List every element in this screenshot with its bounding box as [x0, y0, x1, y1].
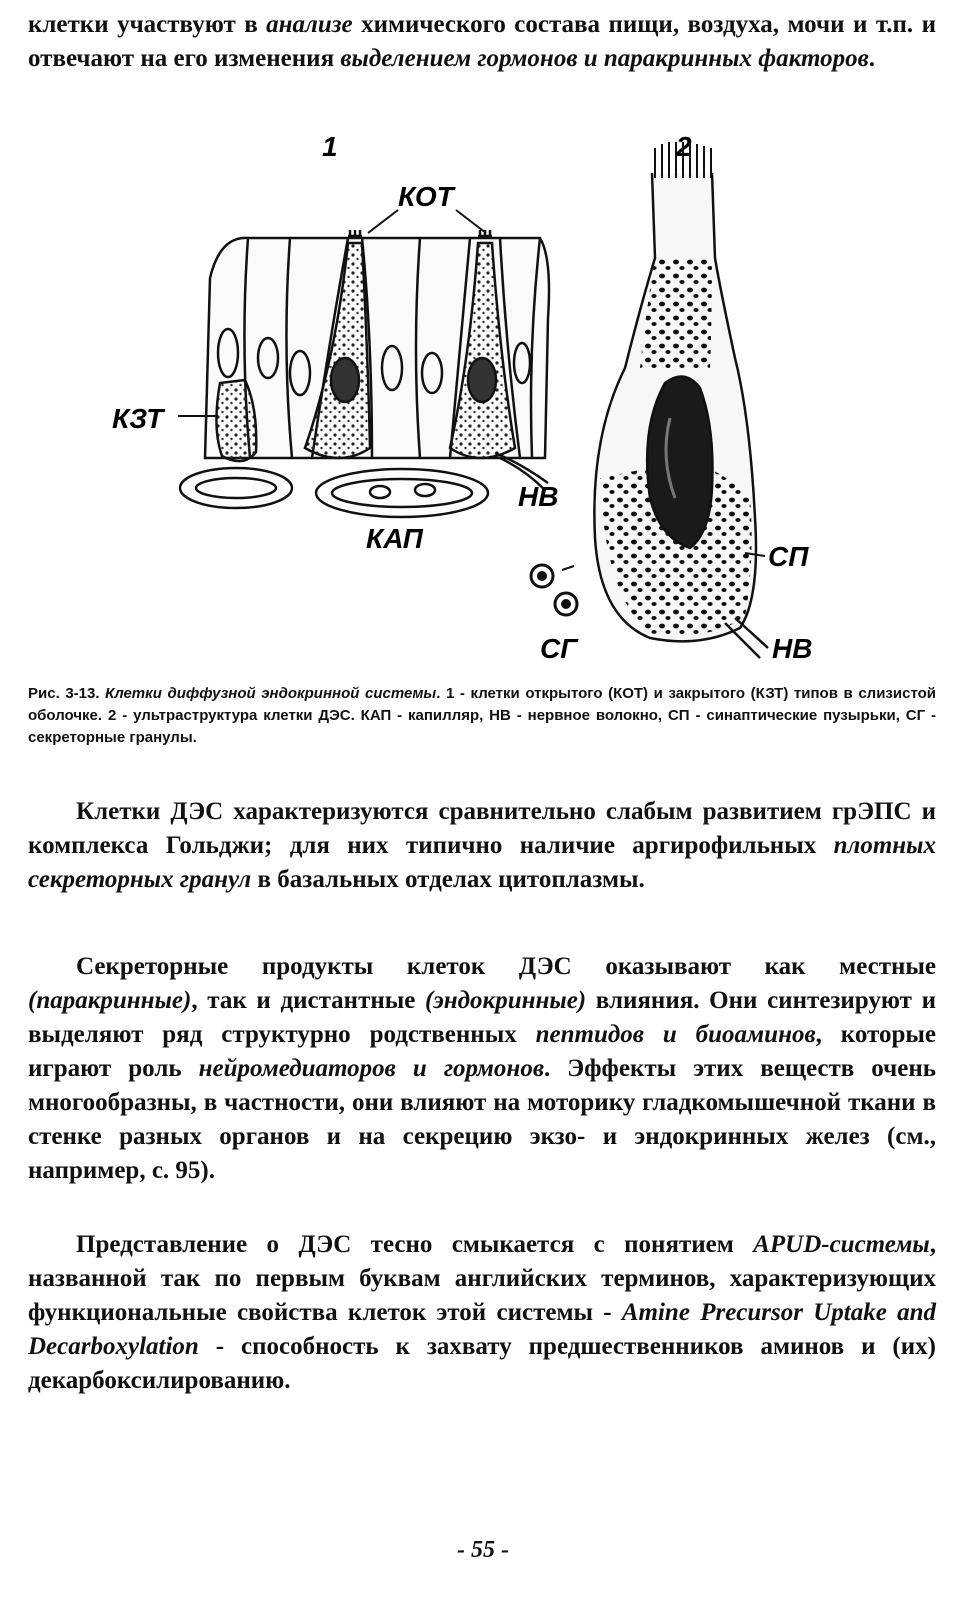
figure-caption: [28, 683, 936, 749]
panel-2-number: 2: [676, 131, 692, 162]
caption-prefix: Рис. 3-13.: [28, 685, 106, 702]
paragraph-text: оказывают как местные: [571, 953, 937, 980]
panel-1-number: 1: [322, 131, 338, 162]
figure-diffuse-endocrine-cells: [0, 118, 966, 678]
page-number: - 55 -: [457, 1537, 509, 1563]
paragraph-lead: Секреторные продукты клеток ДЭС: [76, 953, 572, 980]
paragraph-emphasis: нейромедиаторов и гормонов: [198, 1055, 544, 1082]
paragraph-emphasis: плотных секреторных гранул: [28, 832, 936, 893]
paragraph-emphasis: (паракринные): [28, 987, 192, 1014]
paragraph-emphasis: APUD-системы: [753, 1231, 930, 1258]
paragraph-emphasis: Amine Precursor Uptake and Decarboxylation: [28, 1299, 936, 1360]
panel-2-des-cell: [562, 142, 768, 658]
paragraph-2: [28, 950, 936, 1188]
intro-text: химического состава пищи, воздуха, мочи и т.п. и отвечают на его изменения: [28, 11, 936, 72]
paragraph-3: [28, 1228, 936, 1398]
paragraph-emphasis: (эндокринные): [425, 987, 587, 1014]
label-sg: СГ: [540, 633, 578, 664]
intro-text: клетки участвуют в: [28, 11, 267, 38]
paragraph-text: - способность к захвату предшественников аминов и (их) декарбоксилированию.: [28, 1333, 936, 1394]
intro-emphasis: выделением гормонов и паракринных факторов: [340, 45, 869, 72]
paragraph-text: Клетки ДЭС характеризуются сравнительно слабым развитием грЭПС и комплекса Гольджи; для них типично наличие аргирофильных: [28, 798, 936, 859]
paragraph-text: в базальных отделах цитоплазмы.: [251, 866, 645, 893]
label-kzt: КЗТ: [112, 403, 164, 434]
figure-illustration: [0, 118, 966, 678]
paragraph-text: , которые играют роль: [28, 1021, 936, 1082]
label-nv-1: НВ: [518, 481, 559, 512]
paragraph-text: , так и дистантные: [191, 987, 426, 1014]
label-kap: КАП: [366, 523, 423, 554]
paragraph-text: . Эффекты этих веществ очень многообразны, в частности, они влияют на моторику гладкомышечной ткани в стенке разных органов и на секрецию экзо- и эндокринных желез (см., например, с. 95).: [28, 1055, 936, 1184]
paragraph-1: [28, 795, 936, 897]
panel-1-epithelium: [178, 210, 549, 517]
paragraph-text: влияния. Они синтезируют и выделяют ряд структурно родственных: [28, 987, 936, 1048]
intro-emphasis: анализе: [266, 11, 353, 38]
intro-paragraph: [28, 8, 936, 76]
label-sp: СП: [768, 541, 809, 572]
caption-title: Клетки диффузной эндокринной системы: [105, 685, 437, 702]
paragraph-text: , названной так по первым буквам английских терминов, характеризующих функциональные свойства клеток этой системы -: [28, 1231, 936, 1326]
secretory-granules-icon: [531, 565, 577, 615]
label-kot: КОТ: [398, 181, 454, 212]
intro-text: .: [868, 45, 875, 72]
paragraph-text: Представление о ДЭС тесно смыкается с понятием: [76, 1231, 754, 1258]
label-nv-2: НВ: [772, 633, 813, 664]
paragraph-emphasis: пептидов и биоаминов: [535, 1021, 816, 1048]
caption-body: . 1 - клетки открытого (КОТ) и закрытого (КЗТ) типов в слизистой оболочке. 2 - ультраструктура клетки ДЭС. КАП - капилляр, НВ - нервное волокно, СП - синаптические пузырьки, СГ - секреторные гранулы.: [28, 685, 936, 746]
